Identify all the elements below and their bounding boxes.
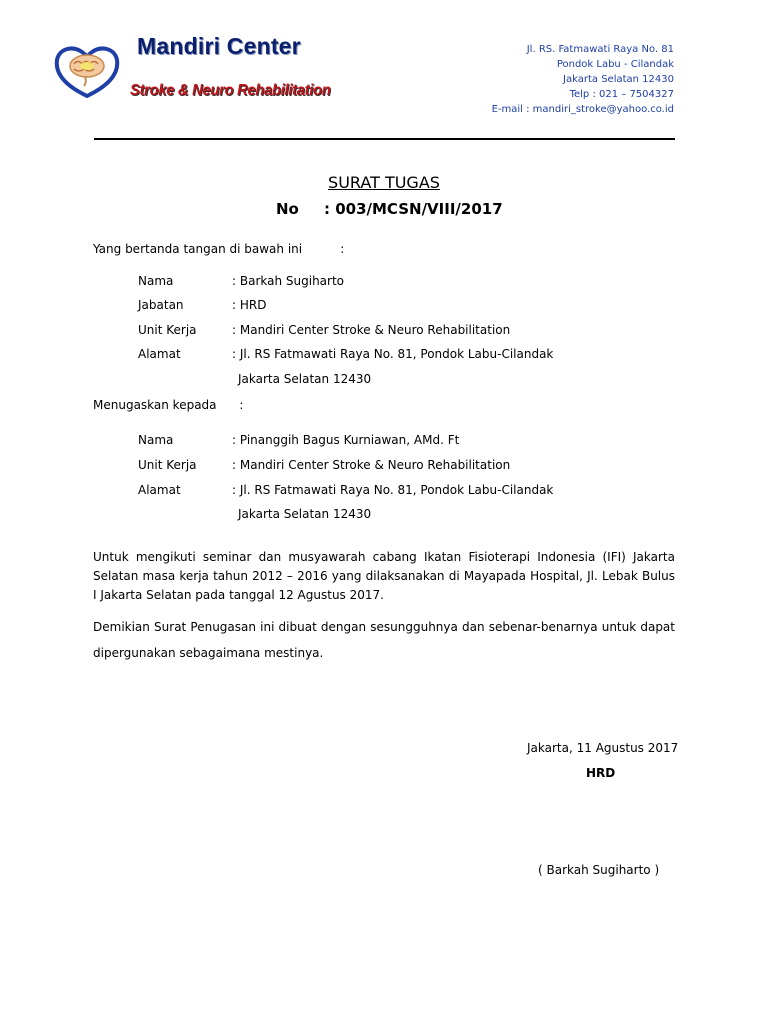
field-value: : Mandiri Center Stroke & Neuro Rehabilitation bbox=[232, 458, 511, 472]
field-value: : Jl. RS Fatmawati Raya No. 81, Pondok Labu-Cilandak bbox=[232, 483, 554, 497]
email-line: E-mail : mandiri_stroke@yahoo.co.id bbox=[491, 104, 674, 115]
field-label: Jabatan bbox=[138, 298, 184, 312]
field-label: Nama bbox=[138, 274, 174, 288]
address-continuation: Jakarta Selatan 12430 bbox=[238, 372, 372, 386]
phone-line: Telp : 021 – 7504327 bbox=[569, 89, 674, 100]
letterhead-address bbox=[492, 42, 674, 117]
brand-name: Mandiri Center bbox=[137, 33, 301, 59]
number-value: : 003/MCSN/VIII/2017 bbox=[324, 200, 503, 218]
closing-paragraph: Demikian Surat Penugasan ini dibuat dengan sesungguhnya dan sebenar-benarnya untuk dapat dipergunakan sebagaimana mestinya. bbox=[93, 620, 675, 660]
field-label: Alamat bbox=[138, 483, 181, 497]
signer-name: ( Barkah Sugiharto ) bbox=[538, 863, 660, 877]
document-title: SURAT TUGAS bbox=[328, 173, 440, 192]
signatory-intro: Yang bertanda tangan di bawah ini : bbox=[93, 242, 345, 256]
field-label: Unit Kerja bbox=[138, 458, 197, 472]
header-divider bbox=[94, 138, 675, 140]
field-value: : HRD bbox=[232, 298, 267, 312]
address-continuation: Jakarta Selatan 12430 bbox=[238, 507, 372, 521]
field-value: : Pinanggih Bagus Kurniawan, AMd. Ft bbox=[232, 433, 460, 447]
address-line: Jakarta Selatan 12430 bbox=[563, 74, 674, 85]
number-label: No bbox=[276, 200, 299, 218]
field-label: Nama bbox=[138, 433, 174, 447]
address-line: Jl. RS. Fatmawati Raya No. 81 bbox=[526, 44, 674, 55]
brand-subtitle: Stroke & Neuro Rehabilitation bbox=[130, 82, 331, 99]
document-number bbox=[276, 200, 503, 218]
address-line: Pondok Labu - Cilandak bbox=[556, 59, 674, 70]
body-paragraph: Untuk mengikuti seminar dan musyawarah cabang Ikatan Fisioterapi Indonesia (IFI) Jakarta Selatan masa kerja tahun 2012 – 2016 yang dilaksanakan di Mayapada Hospital, Jl. Lebak Bulus I Jakarta Selatan pada tanggal 12 Agustus 2017. bbox=[93, 550, 675, 602]
assign-intro: Menugaskan kepada : bbox=[93, 398, 244, 412]
brain-heart-logo bbox=[52, 42, 122, 98]
field-value: : Mandiri Center Stroke & Neuro Rehabilitation bbox=[232, 323, 511, 337]
place-date: Jakarta, 11 Agustus 2017 bbox=[527, 741, 679, 755]
field-label: Unit Kerja bbox=[138, 323, 197, 337]
field-value: : Jl. RS Fatmawati Raya No. 81, Pondok Labu-Cilandak bbox=[232, 347, 554, 361]
field-value: : Barkah Sugiharto bbox=[232, 274, 345, 288]
signer-position: HRD bbox=[586, 766, 616, 780]
field-label: Alamat bbox=[138, 347, 181, 361]
